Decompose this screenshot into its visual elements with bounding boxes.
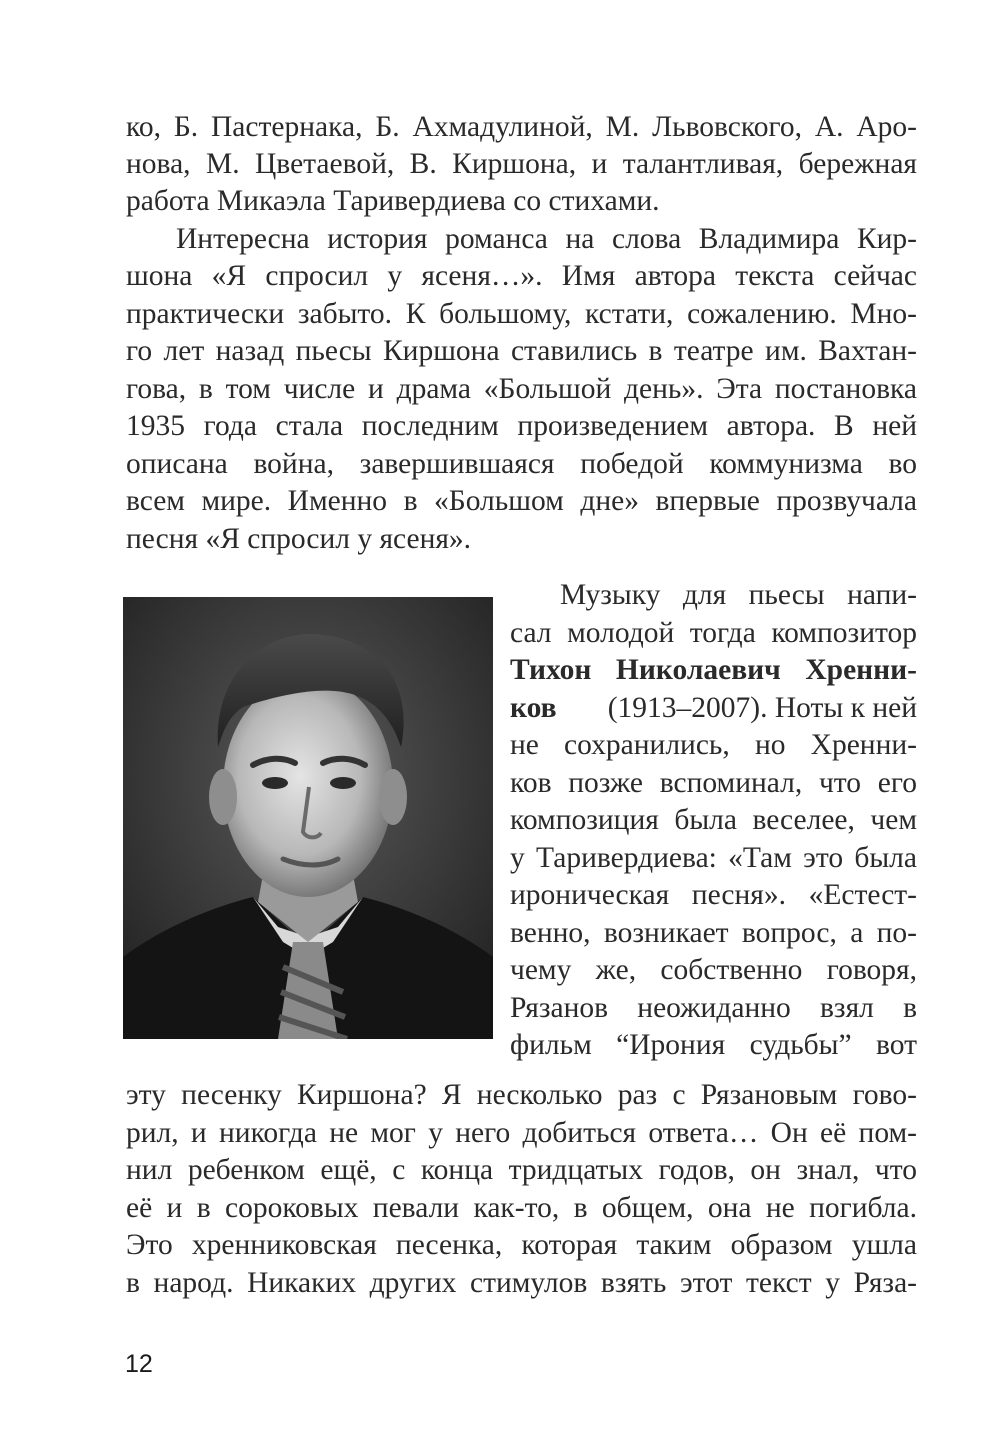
text-line: описана война, завершившаяся победой коммунизма во [126, 448, 917, 480]
text-line: Интересна история романса на слова Владимира Кир- [176, 223, 917, 255]
composer-name: Тихон Николаевич Хренни- [510, 654, 917, 686]
text-line: нил ребенком ещё, с конца тридцатых годов, он знал, что [126, 1154, 917, 1186]
text-line: сал молодой тогда композитор [510, 617, 917, 649]
text-line: венно, возникает вопрос, а по- [510, 917, 917, 949]
text-line: Рязанов неожиданно взял в [510, 992, 917, 1024]
text-line [510, 652, 917, 688]
text-line: чему же, собственно говоря, [510, 954, 917, 986]
portrait-photo [123, 597, 493, 1039]
text-line: у Таривердиева: «Там это была [510, 842, 917, 874]
text-line: ко, Б. Пастернака, Б. Ахмадулиной, М. Львовского, А. Аро- [126, 111, 917, 143]
composer-name-end: ков [510, 692, 557, 724]
text-line: её и в сороковых певали как-то, в общем, она не погибла. [126, 1192, 917, 1224]
portrait-image [123, 597, 493, 1039]
text-line: ироническая песня». «Естест- [510, 879, 917, 911]
text-line [510, 690, 917, 726]
text-line: практически забыто. К большому, кстати, сожалению. Мно- [126, 298, 917, 330]
text-line: 1935 года стала последним произведением автора. В ней [126, 410, 917, 442]
text-line: ков позже вспоминал, что его [510, 767, 917, 799]
text-line: гова, в том числе и драма «Большой день». Эта постановка [126, 373, 917, 405]
text-line: Музыку для пьесы напи- [560, 579, 917, 611]
text-line: работа Микаэла Таривердиева со стихами. [126, 185, 660, 217]
text-line: песня «Я спросил у ясеня». [126, 523, 472, 555]
text-line: эту песенку Киршона? Я несколько раз с Рязановым гово- [126, 1079, 917, 1111]
text-line: композиция была веселее, чем [510, 804, 917, 836]
composer-years: (1913–2007). Ноты к ней [607, 692, 917, 724]
text-line: фильм “Ирония судьбы” вот [510, 1029, 917, 1061]
text-line: не сохранились, но Хренни- [510, 729, 917, 761]
text-line: нова, М. Цветаевой, В. Киршона, и талантливая, бережная [126, 148, 917, 180]
text-line: Это хренниковская песенка, которая таким образом ушла [126, 1229, 917, 1261]
text-line: всем мире. Именно в «Большом дне» впервые прозвучала [126, 485, 917, 517]
text-line: шона «Я спросил у ясеня…». Имя автора текста сейчас [126, 260, 917, 292]
text-line: рил, и никогда не мог у него добиться ответа… Он её пом- [126, 1117, 917, 1149]
page-number: 12 [125, 1350, 153, 1378]
text-line: в народ. Никаких других стимулов взять этот текст у Ряза- [126, 1267, 917, 1299]
text-line: го лет назад пьесы Киршона ставились в театре им. Вахтан- [126, 335, 917, 367]
